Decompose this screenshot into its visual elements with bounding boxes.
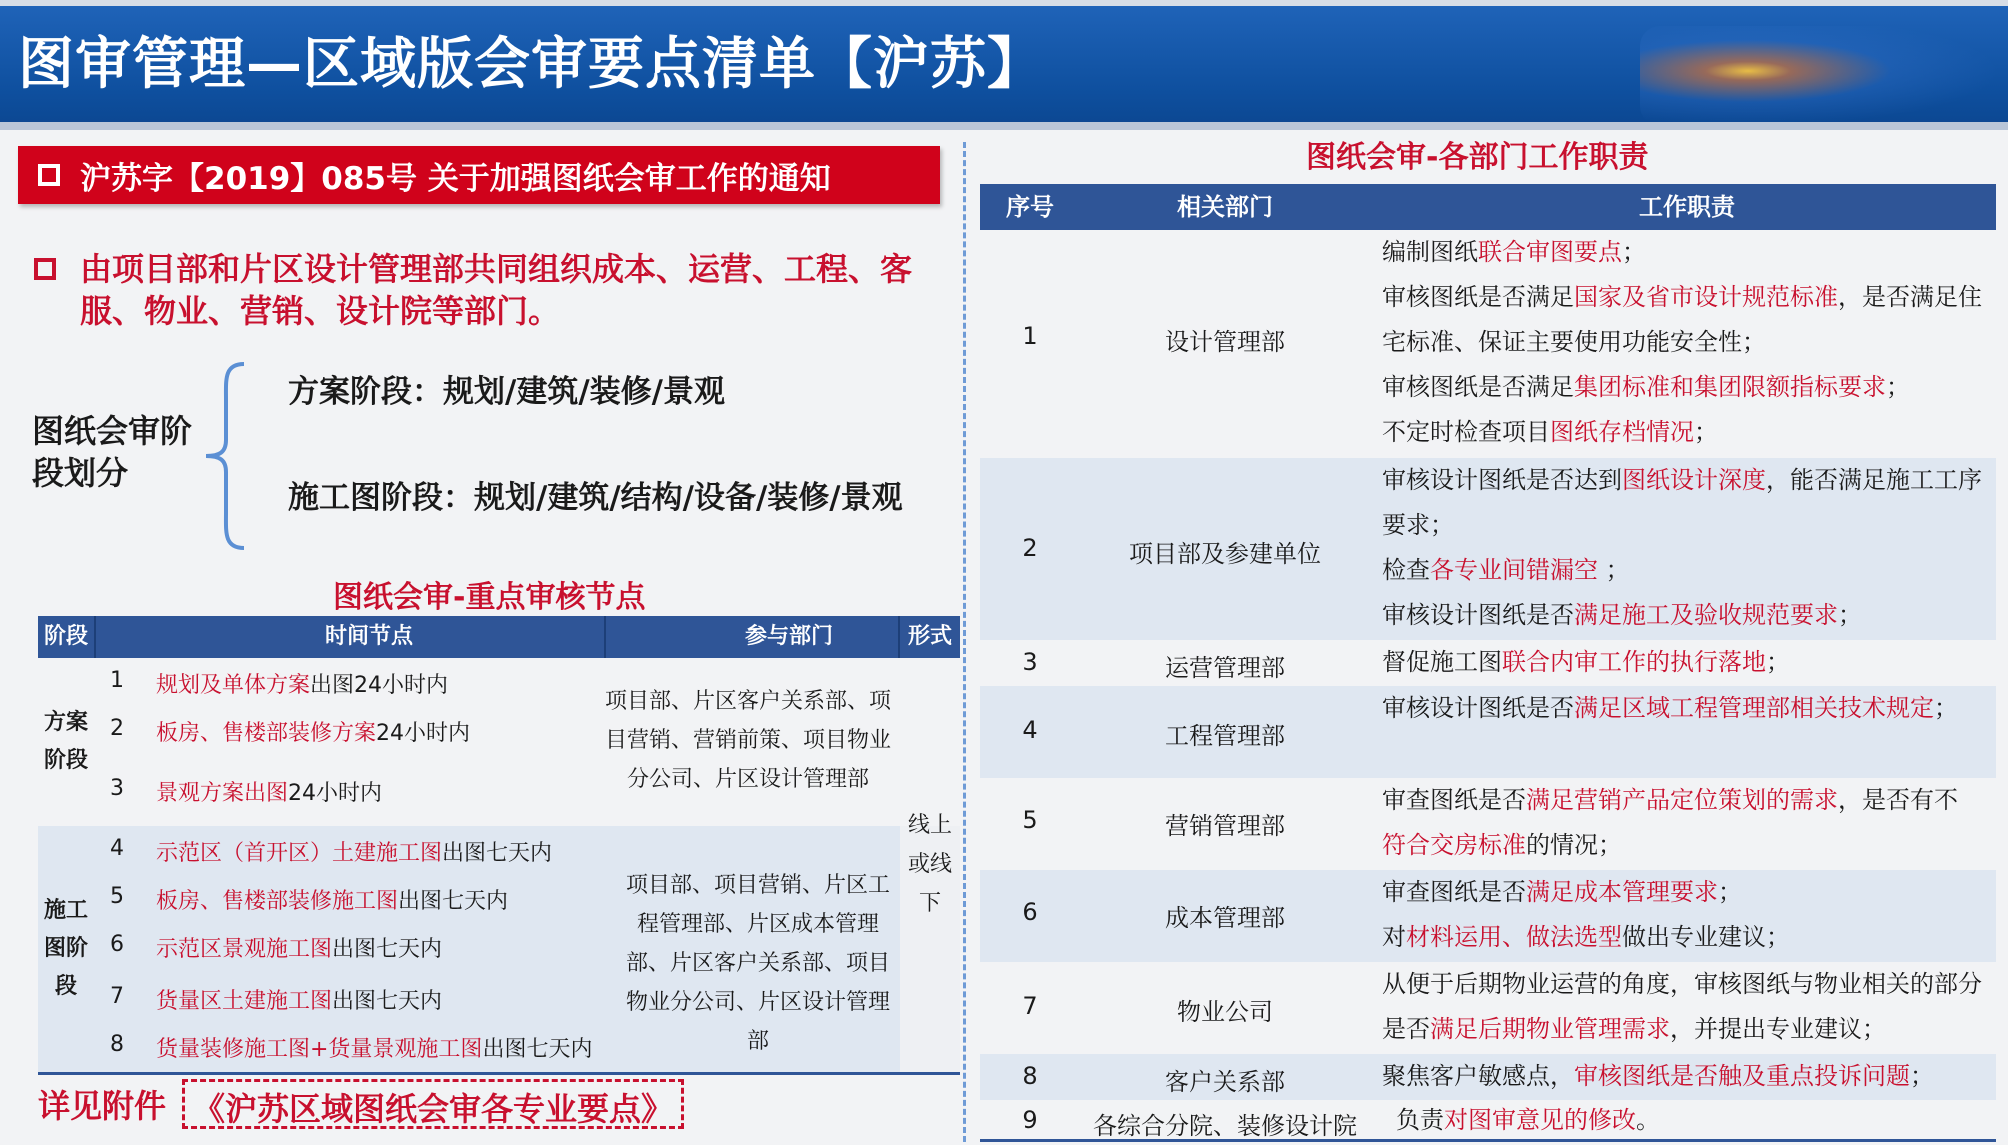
curly-brace-icon [198, 360, 258, 552]
phase-construction: 施工图阶段 [43, 898, 88, 999]
header-no: 序号 [1006, 193, 1054, 221]
duties-table [980, 184, 1996, 1142]
review-form: 线上或线下 [907, 813, 952, 916]
duties-title: 图纸会审-各部门工作职责 [1306, 140, 1649, 175]
stage-construction: 施工图阶段：规划/建筑/结构/设备/装修/景观 [288, 480, 903, 516]
stage-label: 图纸会审阶段划分 [32, 412, 193, 492]
header-bar [0, 0, 2008, 130]
notice-text: 沪苏字【2019】085号 关于加强图纸会审工作的通知 [80, 160, 831, 197]
construction-departments: 项目部、项目营销、片区工程管理部、片区成本管理部、片区客户关系部、项目物业分公司、片区设计管理部 [625, 873, 890, 1054]
table-row: 7 物业公司 从便于后期物业运营的角度，审核图纸与物业相关的部分是否满足后期物业管理需求，并提出专业建议； [1022, 970, 1982, 1043]
table-row: 5 营销管理部 审查图纸是否满足营销产品定位策划的需求，是否有不 符合交房标准的情况； [1022, 786, 1958, 859]
scheme-departments: 项目部、片区客户关系部、项目营销、营销前策、项目物业分公司、片区设计管理部 [604, 689, 891, 792]
table-row: 3 运营管理部 督促施工图联合内审工作的执行落地； [1022, 648, 1790, 682]
header-phase: 阶段 [43, 624, 88, 649]
brand-logo [1640, 26, 2000, 126]
attachment-reference: 《沪苏区域图纸会审各专业要点》 [182, 1079, 684, 1129]
checkbox-bullet-icon [34, 258, 56, 280]
header-duty: 工作职责 [1639, 193, 1735, 221]
table-row: 1 设计管理部 编制图纸联合审图要点； 审核图纸是否满足国家及省市设计规范标准，是否满足住宅标准、保证主要使用功能安全性； 审核图纸是否满足集团标准和集团限额指标要求； 不定时检查项目图纸存档情况； [1022, 238, 1982, 446]
page-title: 图审管理—区域版会审要点清单【沪苏】 [18, 32, 1044, 97]
panel-divider [963, 142, 966, 1142]
header-form: 形式 [907, 624, 952, 649]
phase-scheme: 方案阶段 [43, 710, 88, 773]
table-row: 2 项目部及参建单位 审核设计图纸是否达到图纸设计深度，能否满足施工工序要求； 检查各专业间错漏空 ； 审核设计图纸是否满足施工及验收规范要求； [980, 458, 1996, 640]
stage-scheme: 方案阶段：规划/建筑/装修/景观 [288, 374, 725, 410]
table-header [38, 616, 960, 658]
organizer-paragraph [34, 248, 934, 332]
table-row: 4 工程管理部 审核设计图纸是否满足区域工程管理部相关技术规定； [980, 686, 1996, 778]
checkbox-bullet-icon [38, 164, 60, 186]
header-time: 时间节点 [324, 624, 413, 649]
review-nodes-title: 图纸会审-重点审核节点 [333, 580, 646, 615]
notice-banner [18, 146, 940, 204]
organizer-text: 由项目部和片区设计管理部共同组织成本、运营、工程、客服、物业、营销、设计院等部门。 [80, 250, 913, 330]
table-header [980, 184, 1996, 230]
table-row: 9 各综合分院、装修设计院 负责对图审意见的修改。 [980, 1100, 1996, 1142]
attachment-note [38, 1072, 960, 1132]
review-nodes-table: 阶段 时间节点 参与部门 形式 方案阶段 施工图阶段 1 规划及单体方案出图24小时内 2 板房、售楼部装修方案24小时内 3 景观方案出图24小时内 4 示范区（首开区）土建施工图出图七天内 5 板房、售楼部装修施工图出图七天内 6 示范区景观施工图出图七天内 7 货量区土建施工图出图七天内 8 货量装修施工图+货量景观施工图出图七天内 项目部、片区客户关系部、项目营销、营销前策、项目物业分公司、片区设计管理部 项目部、项目营销、片区工程管理部、片区成本管理部、片区客户关系部、项目物业分公司、片区设计管理部 线上或线下 [38, 616, 960, 1072]
header-divider [0, 122, 2008, 130]
table-row: 6 成本管理部 审查图纸是否满足成本管理要求； 对材料运用、做法选型做出专业建议； [980, 870, 1996, 962]
table-row: 8 客户关系部 聚焦客户敏感点，审核图纸是否触及重点投诉问题； [980, 1054, 1996, 1100]
footnote-prefix: 详见附件 [38, 1087, 167, 1125]
header-dept: 相关部门 [1177, 193, 1273, 221]
header-dept: 参与部门 [744, 624, 833, 649]
